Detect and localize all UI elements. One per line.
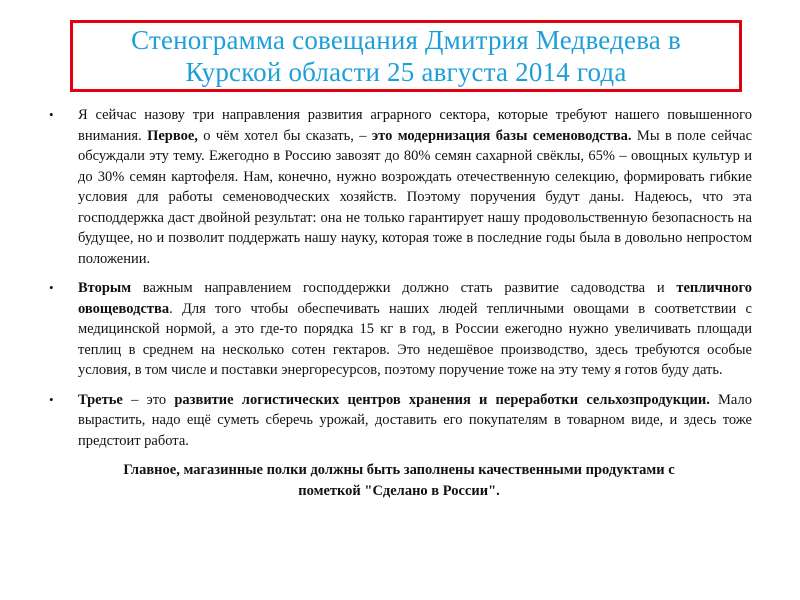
title-line-2: Курской области 25 августа 2014 года [185, 57, 627, 87]
closing-line-1: Главное, магазинные полки должны быть заполнены качественными продуктами с [123, 462, 675, 478]
text-segment: Мы в поле сейчас обсуждали эту тему. Ежегодно в Россию завозят до 80% семян сахарной свёклы, 65% – овощных культур и до 30% семян картофеля. Нам, конечно, нужно возрождать отечественную селекцию, формировать гибкие условия для работы семеноводческих хозяйств. Поэтому поручения будут даны. Надеюсь, что эта господдержка даст двойной результат: она не только гарантирует нашу продовольственную безопасность на будущее, но и позволит поддержать нашу науку, которая тоже в последние годы была в довольно непростом положении. [78, 127, 752, 267]
bold-text-segment: Первое, [147, 127, 198, 144]
bold-text-segment: тепличного овощеводства [78, 280, 752, 317]
text-segment: . Для того чтобы обеспечивать наших людей тепличными овощами в соответствии с медицинской нормой, а это где-то порядка 15 кг в год, в России ежегодно нужно увеличивать площади теплиц в среднем на несколько сотен гектаров. Это недешёвое производство, здесь требуются особые условия, в том числе и поставки энергоресурсов, поэтому поручение тоже на эту тему я готов буду дать. [78, 300, 752, 378]
title-frame [70, 20, 742, 92]
bullet-item-1 [46, 105, 752, 269]
text-segment: Мало вырастить, надо ещё суметь сберечь урожай, доставить его покупателям в товарном виде, и здесь тоже предстоит работа. [78, 391, 752, 449]
text-segment: важным направлением господдержки должно стать развитие садоводства и [131, 280, 677, 296]
closing-line-2: пометкой "Сделано в России". [298, 483, 500, 499]
bullet-marker: • [49, 107, 54, 122]
bold-text-segment: Третье [78, 391, 123, 408]
closing-statement [46, 460, 752, 502]
bullet-text [78, 105, 752, 269]
bold-text-segment: это модернизация базы семеноводства. [371, 127, 632, 144]
bullet-marker: • [49, 280, 54, 295]
bullet-text [78, 390, 752, 452]
bullet-text [78, 278, 752, 381]
text-segment: – это [122, 391, 175, 408]
text-segment: Я сейчас назову три направления развития аграрного сектора, которые требуют нашего повышенного внимания. [78, 107, 752, 144]
bullet-marker: • [49, 391, 54, 407]
bullet-item-2 [46, 278, 752, 381]
bullet-item-3 [46, 390, 752, 452]
content-body [46, 105, 752, 502]
text-segment: о чём хотел бы сказать, – [197, 127, 372, 144]
bold-text-segment: Вторым [78, 280, 132, 296]
title-line-1: Стенограмма совещания Дмитрия Медведева в [131, 25, 681, 55]
bold-text-segment: развитие логистических центров хранения и переработки сельхозпродукции. [174, 391, 710, 408]
